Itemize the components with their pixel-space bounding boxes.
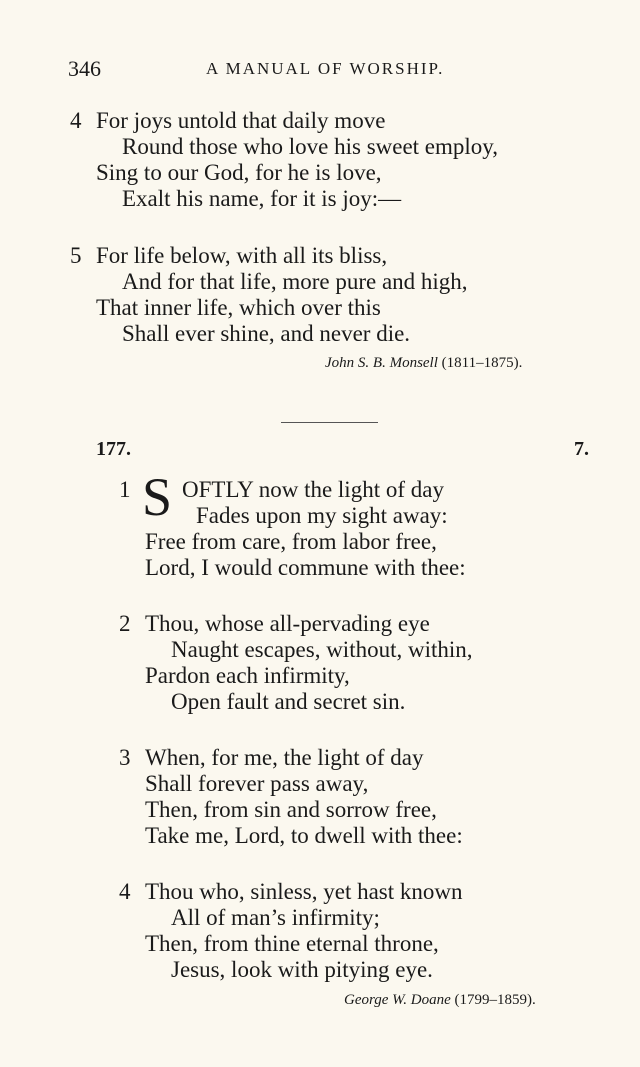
verse-line: Lord, I would commune with thee: [145, 555, 466, 580]
verse-line: Jesus, look with pitying eye. [171, 957, 433, 982]
stanza-number: 4 [119, 879, 131, 904]
verse-line: For joys untold that daily move [96, 108, 386, 133]
stanza-number: 5 [70, 243, 82, 268]
verse-line: Take me, Lord, to dwell with thee: [145, 823, 463, 848]
stanza-number: 1 [119, 477, 131, 502]
verse-line: That inner life, which over this [96, 295, 381, 320]
author-attribution [325, 355, 522, 372]
verse-line: Pardon each infirmity, [145, 663, 350, 688]
author-name: John S. B. Monsell [325, 355, 438, 371]
verse-line: OFTLY now the light of day [182, 477, 444, 502]
stanza-number: 2 [119, 611, 131, 636]
verse-line: Then, from thine eternal throne, [145, 931, 439, 956]
verse-line: Sing to our God, for he is love, [96, 160, 382, 185]
stanza-number: 3 [119, 745, 131, 770]
verse-line: Open fault and secret sin. [171, 689, 406, 714]
verse-line: Thou, whose all-pervading eye [145, 611, 430, 636]
verse-line: When, for me, the light of day [145, 745, 424, 770]
page-number: 346 [68, 56, 101, 81]
running-title: A MANUAL OF WORSHIP. [206, 59, 445, 78]
verse-line: Naught escapes, without, within, [171, 637, 473, 662]
verse-line: Shall ever shine, and never die. [122, 321, 411, 346]
verse-line: Exalt his name, for it is joy:— [122, 186, 402, 211]
verse-line: Thou who, sinless, yet hast known [145, 879, 463, 904]
author-attribution [344, 992, 536, 1009]
page-header [68, 56, 568, 82]
author-dates: (1811–1875). [441, 355, 523, 371]
verse-line: For life below, with all its bliss, [96, 243, 388, 268]
stanza-number: 4 [70, 108, 82, 133]
verse-line: Round those who love his sweet employ, [122, 134, 499, 159]
verse-line: Free from care, from labor free, [145, 529, 437, 554]
verse-line: And for that life, more pure and high, [122, 269, 468, 294]
verse-line: Fades upon my sight away: [196, 503, 448, 528]
drop-cap: S [142, 467, 173, 527]
hymn-number: 177. [96, 438, 131, 460]
hymn-meter: 7. [574, 438, 589, 460]
verse-line: Then, from sin and sorrow free, [145, 797, 437, 822]
verse-line: All of man’s infirmity; [171, 905, 380, 930]
verse-line: Shall forever pass away, [145, 771, 369, 796]
author-name: George W. Doane [344, 992, 451, 1008]
author-dates: (1799–1859). [454, 992, 536, 1008]
section-divider [281, 422, 378, 423]
